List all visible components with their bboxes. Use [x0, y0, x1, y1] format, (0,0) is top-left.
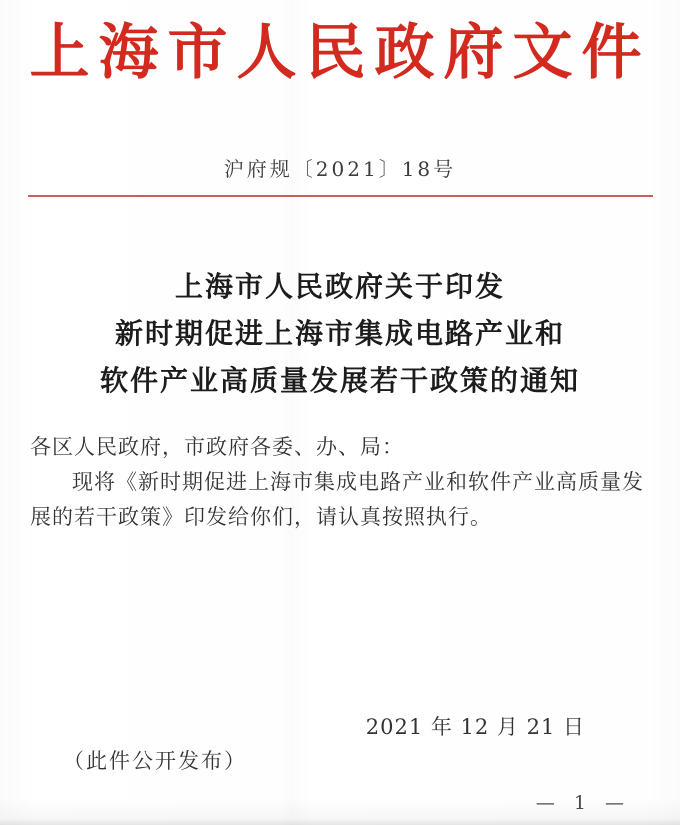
document-number: 沪府规〔2021〕18号	[223, 157, 457, 181]
body-paragraph-line-1: 现将《新时期促进上海市集成电路产业和软件产业高质量发	[72, 470, 644, 494]
document-title-line-1: 上海市人民政府关于印发	[174, 270, 505, 303]
document-header-title: 上海市人民政府文件	[29, 18, 651, 88]
salutation-line: 各区人民政府，市政府各委、办、局：	[30, 435, 404, 459]
public-release-note: （此件公开发布）	[63, 749, 247, 773]
document-body	[30, 430, 652, 535]
signature-date: 2021 年 12 月 21 日	[365, 715, 585, 739]
document-title-line-2: 新时期促进上海市集成电路产业和	[114, 317, 565, 350]
page-number: — 1 —	[535, 792, 624, 814]
document-title	[0, 263, 680, 404]
body-paragraph-line-2: 展的若干政策》印发给你们，请认真按照执行。	[30, 505, 492, 529]
document-title-line-3: 软件产业高质量发展若干政策的通知	[99, 364, 580, 397]
red-divider-line	[28, 195, 653, 197]
